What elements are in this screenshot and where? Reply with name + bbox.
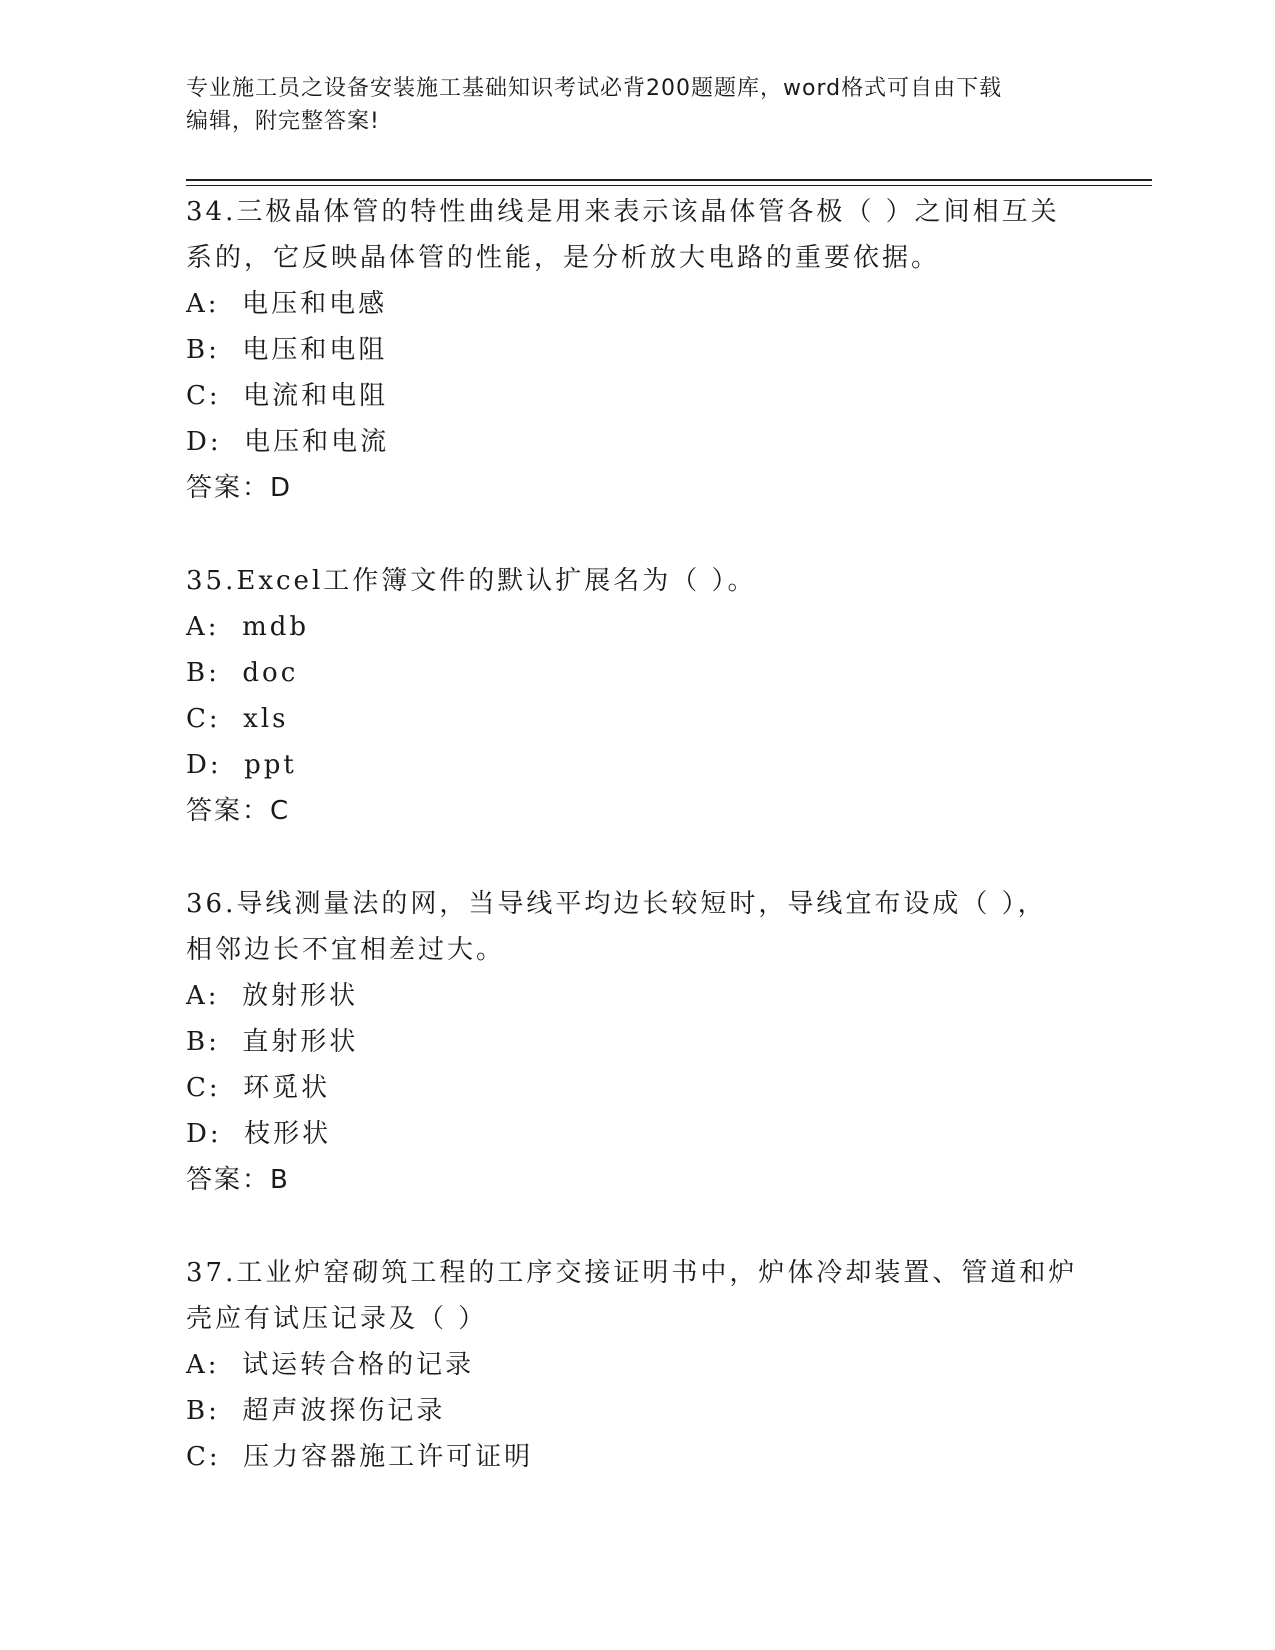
option-a: A: 电压和电感 xyxy=(186,289,388,319)
question-text-line: 壳应有试压记录及（ ） xyxy=(186,1304,488,1334)
option-a: A: 试运转合格的记录 xyxy=(186,1350,475,1380)
header-line-2: 编辑，附完整答案! xyxy=(186,109,380,134)
option-d: D: ppt xyxy=(186,750,297,780)
header-divider-thin xyxy=(186,185,1152,186)
answer-line: 答案：C xyxy=(186,796,291,826)
question-text-line: 34.三极晶体管的特性曲线是用来表示该晶体管各极（ ）之间相互关 xyxy=(186,197,1060,227)
option-a: A: 放射形状 xyxy=(186,981,359,1011)
option-c: C: xls xyxy=(186,704,289,734)
question-text-line: 36.导线测量法的网，当导线平均边长较短时，导线宜布设成（ ）， xyxy=(186,889,1047,919)
question-37 xyxy=(186,1250,1086,1480)
question-text-line: 相邻边长不宜相差过大。 xyxy=(186,935,506,965)
question-list xyxy=(186,189,1086,1527)
option-a: A: mdb xyxy=(186,612,310,642)
question-36 xyxy=(186,881,1086,1203)
question-34 xyxy=(186,189,1086,511)
option-b: B: 直射形状 xyxy=(186,1027,359,1057)
option-b: B: 超声波探伤记录 xyxy=(186,1396,446,1426)
option-d: D: 电压和电流 xyxy=(186,427,390,457)
question-text-line: 系的，它反映晶体管的性能，是分析放大电路的重要依据。 xyxy=(186,243,941,273)
question-text-line: 35.Excel工作簿文件的默认扩展名为（ ）。 xyxy=(186,566,757,596)
option-c: C: 电流和电阻 xyxy=(186,381,389,411)
question-text-line: 37.工业炉窑砌筑工程的工序交接证明书中，炉体冷却装置、管道和炉 xyxy=(186,1258,1078,1288)
answer-line: 答案：D xyxy=(186,473,293,503)
option-c: C: 压力容器施工许可证明 xyxy=(186,1442,534,1472)
document-header xyxy=(186,72,1086,138)
header-divider-thick xyxy=(186,179,1152,181)
answer-line: 答案：B xyxy=(186,1165,290,1195)
option-b: B: doc xyxy=(186,658,299,688)
option-d: D: 枝形状 xyxy=(186,1119,332,1149)
question-35 xyxy=(186,558,1086,834)
option-c: C: 环觅状 xyxy=(186,1073,331,1103)
header-line-1: 专业施工员之设备安装施工基础知识考试必背200题题库，word格式可自由下载 xyxy=(186,76,1003,101)
option-b: B: 电压和电阻 xyxy=(186,335,388,365)
